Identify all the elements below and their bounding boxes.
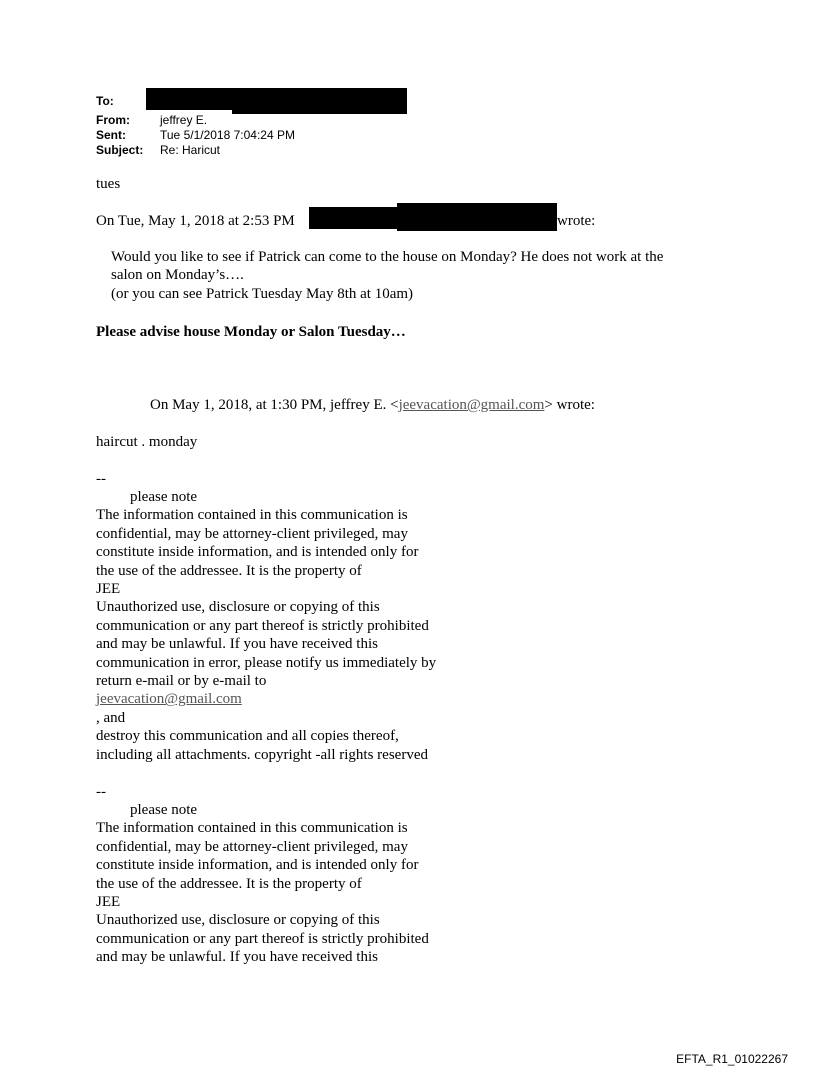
disclaimer-block bbox=[96, 488, 436, 764]
email-link[interactable]: jeevacation@gmail.com bbox=[96, 691, 242, 708]
disclaimer-line bbox=[96, 672, 436, 727]
advise-line: Please advise house Monday or Salon Tuesday… bbox=[96, 324, 406, 340]
subject-label: Subject: bbox=[96, 143, 144, 157]
disclaimer-line-suffix: , and bbox=[96, 709, 126, 726]
disclaimer-line: the use of the addressee. It is the property of bbox=[96, 875, 362, 892]
message-line: (or you can see Patrick Tuesday May 8th at 10am) bbox=[111, 285, 414, 302]
message-line: salon on Monday’s…. bbox=[111, 267, 244, 284]
signature-separator: -- bbox=[96, 471, 106, 487]
redaction-box bbox=[146, 88, 236, 110]
disclaimer-line: and may be unlawful. If you have received this bbox=[96, 949, 378, 966]
quote2-attribution bbox=[150, 396, 595, 414]
disclaimer-line: and may be unlawful. If you have received this bbox=[96, 636, 378, 653]
disclaimer-line: the use of the addressee. It is the property of bbox=[96, 562, 362, 579]
disclaimer-note: please note bbox=[130, 802, 198, 818]
quote-attribution: On Tue, May 1, 2018 at 2:53 PM bbox=[96, 213, 295, 229]
disclaimer-line: constitute inside information, and is intended only for bbox=[96, 544, 419, 561]
disclaimer-block bbox=[96, 801, 429, 967]
sent-label: Sent: bbox=[96, 128, 126, 142]
disclaimer-line: including all attachments. copyright -all rights reserved bbox=[96, 746, 428, 763]
to-label: To: bbox=[96, 94, 114, 108]
quote2-suffix: > wrote: bbox=[544, 397, 595, 413]
reply-text: tues bbox=[96, 176, 121, 192]
sent-value: Tue 5/1/2018 7:04:24 PM bbox=[160, 128, 295, 142]
disclaimer-line: constitute inside information, and is intended only for bbox=[96, 857, 419, 874]
disclaimer-line: communication or any part thereof is strictly prohibited bbox=[96, 617, 429, 634]
redaction-box bbox=[397, 203, 557, 231]
disclaimer-line: The information contained in this communication is bbox=[96, 820, 408, 837]
from-label: From: bbox=[96, 113, 130, 127]
disclaimer-line: The information contained in this communication is bbox=[96, 507, 408, 524]
email-link[interactable]: jeevacation@gmail.com bbox=[398, 397, 545, 413]
signature-separator: -- bbox=[96, 784, 106, 800]
quote2-prefix: On May 1, 2018, at 1:30 PM, jeffrey E. < bbox=[150, 397, 399, 413]
from-value: jeffrey E. bbox=[160, 113, 208, 127]
disclaimer-line: communication in error, please notify us immediately by bbox=[96, 654, 437, 671]
disclaimer-line-prefix: return e-mail or by e-mail to bbox=[96, 673, 267, 690]
original-message: haircut . monday bbox=[96, 434, 198, 450]
redaction-box bbox=[309, 207, 399, 229]
disclaimer-line: communication or any part thereof is strictly prohibited bbox=[96, 930, 429, 947]
redaction-box bbox=[232, 88, 407, 114]
quoted-message bbox=[111, 248, 663, 303]
subject-value: Re: Haricut bbox=[160, 143, 221, 157]
disclaimer-line: JEE bbox=[96, 894, 121, 911]
disclaimer-line: JEE bbox=[96, 581, 121, 598]
disclaimer-line: confidential, may be attorney-client privileged, may bbox=[96, 838, 408, 855]
disclaimer-line: Unauthorized use, disclosure or copying of this bbox=[96, 599, 380, 616]
disclaimer-line: confidential, may be attorney-client privileged, may bbox=[96, 525, 408, 542]
disclaimer-note: please note bbox=[130, 489, 198, 505]
disclaimer-line: destroy this communication and all copies thereof, bbox=[96, 728, 399, 745]
disclaimer-line: Unauthorized use, disclosure or copying of this bbox=[96, 912, 380, 929]
document-id: EFTA_R1_01022267 bbox=[676, 1052, 788, 1066]
quote-attribution-suffix: wrote: bbox=[557, 213, 596, 229]
message-line: Would you like to see if Patrick can come to the house on Monday? He does not work at the bbox=[111, 249, 664, 265]
